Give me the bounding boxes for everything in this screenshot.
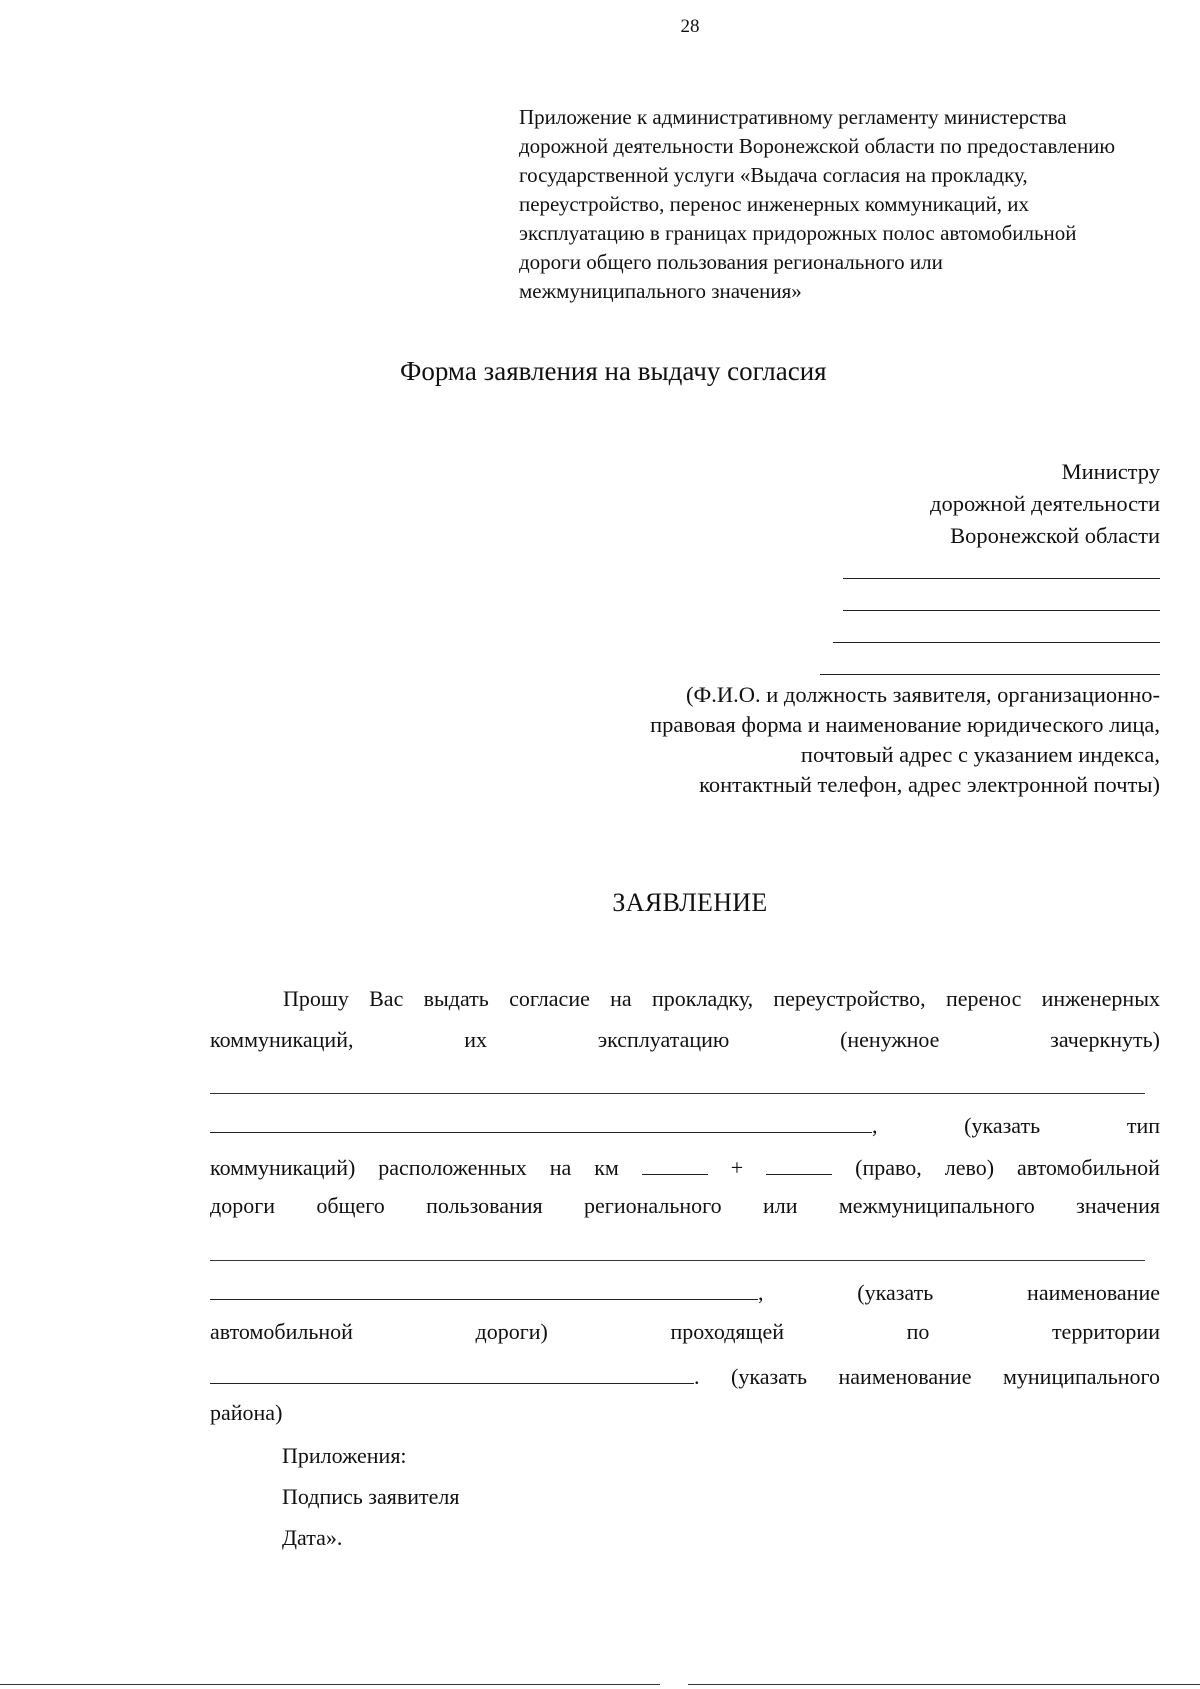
plus-sign: + [730, 1155, 744, 1180]
body-word: (указать [731, 1364, 807, 1389]
body-word: автомобильной [210, 1319, 353, 1344]
body-word: территории [1051, 1319, 1160, 1344]
applicant-caption-line: контактный телефон, адрес электронной почты) [699, 772, 1160, 797]
body-word: км [594, 1155, 619, 1180]
body-word: прокладку, [652, 986, 754, 1011]
appendix-note-line: переустройство, перенос инженерных коммуникаций, их [519, 192, 1029, 216]
appendix-note-line: государственной услуги «Выдача согласия на прокладку, [519, 163, 1028, 187]
addressee-block [930, 456, 1160, 552]
appendix-note-line: Приложение к административному регламенту министерства [519, 105, 1067, 129]
appendix-note [519, 103, 1169, 306]
body-word: переустройство, [773, 986, 926, 1011]
body-line-8 [210, 1277, 1160, 1309]
appendix-note-line: эксплуатацию в границах придорожных полос автомобильной [519, 221, 1077, 245]
body-word: наименование [838, 1364, 972, 1389]
appendix-note-line: дорожной деятельности Воронежской области по предоставлению [519, 134, 1116, 158]
applicant-caption-line: (Ф.И.О. и должность заявителя, организационно- [685, 682, 1160, 707]
body-line-10 [210, 1361, 1160, 1393]
addressee-line: Министру [1061, 459, 1160, 484]
signature-label: Подпись заявителя [282, 1484, 460, 1509]
communications-type-blank-line[interactable] [210, 1093, 1145, 1094]
body-word: дороги) [475, 1319, 548, 1344]
body-line-11: района) [210, 1400, 283, 1425]
communications-type-blank[interactable] [210, 1110, 878, 1139]
body-word: (указать [857, 1280, 934, 1305]
appendix-note-line: межмуниципального значения» [519, 279, 802, 303]
document-heading: ЗАЯВЛЕНИЕ [612, 888, 768, 917]
date-label: Дата». [282, 1525, 343, 1550]
applicant-blank-line[interactable] [843, 610, 1160, 611]
body-word: лево) [944, 1155, 995, 1180]
body-word: по [906, 1319, 930, 1344]
body-word: зачеркнуть) [1050, 1027, 1160, 1052]
blank-underline[interactable] [210, 1277, 758, 1300]
body-line-6 [210, 1193, 1160, 1225]
district-blank[interactable] [210, 1361, 700, 1390]
body-word: расположенных [378, 1155, 527, 1180]
applicant-blank-line[interactable] [820, 674, 1160, 675]
body-word: перенос [945, 986, 1022, 1011]
applicant-caption-line: правовая форма и наименование юридического лица, [650, 712, 1160, 737]
applicant-blank-line[interactable] [843, 578, 1160, 579]
body-word: Вас [369, 986, 404, 1011]
plus-meters-blank[interactable] [766, 1152, 832, 1175]
applicant-caption-line: почтовый адрес с указанием индекса, [800, 742, 1160, 767]
body-line-5 [210, 1152, 1160, 1184]
attachments-label: Приложения: [282, 1443, 407, 1468]
body-word: выдать [423, 986, 489, 1011]
body-line-2 [210, 1027, 1160, 1059]
punctuation: . [694, 1364, 700, 1389]
blank-underline[interactable] [210, 1361, 694, 1384]
body-line-4 [210, 1110, 1160, 1142]
body-word: общего [316, 1193, 385, 1218]
body-word: Прошу [283, 986, 349, 1011]
body-word: коммуникаций) [210, 1155, 356, 1180]
footer-rule [688, 1684, 1200, 1685]
body-word: муниципального [1002, 1364, 1160, 1389]
addressee-line: дорожной деятельности [930, 491, 1160, 516]
body-word: регионального [584, 1193, 722, 1218]
body-word: эксплуатацию [597, 1027, 730, 1052]
punctuation: , [758, 1280, 764, 1305]
body-word: (ненужное [840, 1027, 940, 1052]
footer-rule [0, 1684, 660, 1685]
page-number: 28 [680, 16, 700, 37]
km-blank[interactable] [642, 1152, 708, 1175]
applicant-blank-line[interactable] [833, 642, 1160, 643]
road-name-blank-line[interactable] [210, 1260, 1145, 1261]
body-word: на [549, 1155, 572, 1180]
body-word: межмуниципального [838, 1193, 1035, 1218]
body-word: инженерных [1041, 986, 1160, 1011]
body-line-9 [210, 1319, 1160, 1351]
road-name-blank[interactable] [210, 1277, 764, 1306]
applicant-caption [650, 680, 1160, 800]
body-word: проходящей [670, 1319, 784, 1344]
body-word: коммуникаций, [210, 1027, 354, 1052]
body-word: значения [1076, 1193, 1160, 1218]
body-word: (право, [855, 1155, 922, 1180]
appendix-note-line: дороги общего пользования регионального или [519, 250, 943, 274]
body-word: автомобильной [1017, 1155, 1160, 1180]
body-word: тип [1126, 1113, 1160, 1138]
body-word: или [762, 1193, 798, 1218]
body-word: согласие [509, 986, 590, 1011]
body-word: их [464, 1027, 487, 1052]
punctuation: , [872, 1113, 878, 1138]
form-title: Форма заявления на выдачу согласия [400, 356, 827, 386]
blank-underline[interactable] [210, 1110, 872, 1133]
body-word: дороги [210, 1193, 275, 1218]
addressee-line: Воронежской области [950, 523, 1160, 548]
body-word: (указать [964, 1113, 1041, 1138]
body-word: пользования [426, 1193, 543, 1218]
body-word: на [610, 986, 632, 1011]
body-word: наименование [1027, 1280, 1160, 1305]
body-line-1 [283, 986, 1160, 1018]
